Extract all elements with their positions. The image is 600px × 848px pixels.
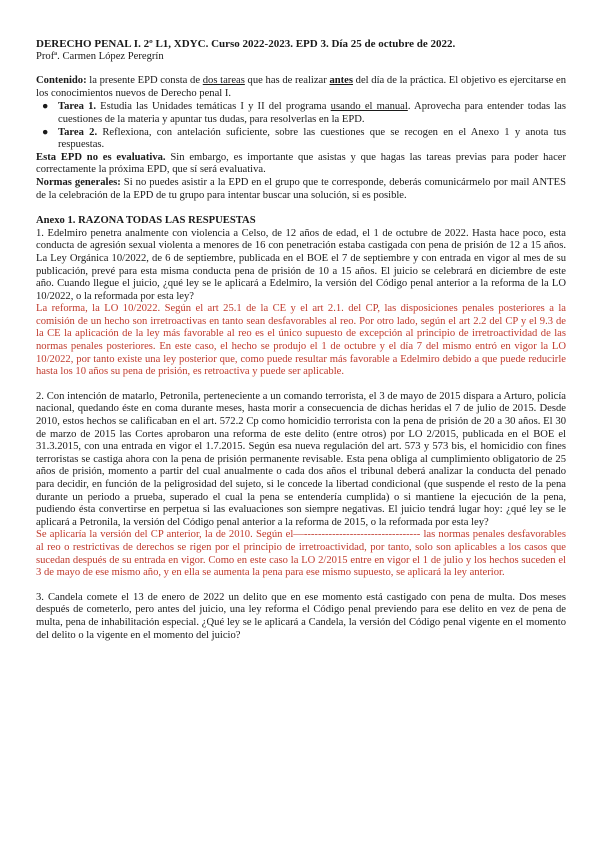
- spacer: [36, 202, 566, 215]
- evaluative-text: Sin embargo, es importante que asistas y que hagas las tareas previas para poder hacer correctamente la próxima EPD, que sí será evaluativa.: [36, 151, 566, 176]
- task-1-text-2: . Aprovecha para entender todas las cuestiones de la materia y apuntar tus dudas, para resolverlas en la EPD.: [58, 101, 566, 125]
- intro-paragraph: [36, 75, 566, 100]
- question-2: 2. Con intención de matarlo, Petronila, perteneciente a un comando terrorista, el 3 de mayo de 2015 dispara a Arturo, policía nacional, quedando éste en coma durante meses, hasta morir a consecuencia de dichas heridas el 7 de julio de 2015. Desde 2010, estos hechos se calificaban en el art. 572.2 Cp como homicidio terrorista con la pena de prisión de 20 a 30 años. El 30 de marzo de 2015 las Cortes aprobaron una reforma de este delito (entre otros) por LO 2/2015, publicada en el BOE el 31.3.2015, con una entrada en vigor el 1.7.2015. Según esa nueva regulación del art. 573 y 573 bis, el homicidio con fines terroristas se castiga ahora con la pena de prisión permanente revisable. Esta pena obliga al cumplimiento obligatorio de 25 años de prisión, momento a partir del cual anualmente o cada dos años el tribunal deberá analizar la conducta del penado para decidir, en función de la peligrosidad del sujeto, si le concede la libertad condicional (que suspende el resto de la pena durante un periodo a prueba, superado el cual la pena se entendería cumplida) o si mantiene la ejecución de la pena, pudiendo ésta convertirse en perpetua si las evaluaciones son siempre negativas. El juicio tendrá lugar hoy: ¿qué ley se le aplicará a Petronila, la versión del Código penal anterior a la reforma de 2015, o la reformada por esta ley?: [36, 390, 566, 528]
- bullet-icon: ●: [42, 101, 49, 113]
- question-3: 3. Candela comete el 13 de enero de 2022 un delito que en ese momento está castigado con pena de multa. Dos meses después de cometerlo, pero antes del juicio, una ley reforma el Código penal previendo para ese delito en vez de pena de multa, pena de inhabilitación especial. ¿Qué ley se le aplicará a Candela, la versión del Código penal vigente en el momento del delito o la vigente en el momento del juicio?: [36, 591, 566, 641]
- intro-label: Contenido:: [36, 75, 87, 87]
- evaluative-note: [36, 152, 566, 177]
- document-title: DERECHO PENAL I. 2º L1, XDYC. Curso 2022-2023. EPD 3. Día 25 de octubre de 2022.: [36, 38, 456, 50]
- answer-2: Se aplicaría la versión del CP anterior, la de 2010. Según el—--------------------------------- las normas penales desfavorables al reo o restrictivas de derechos se rigen por el principio de irretroactividad, por tanto, solo son aplicables a los casos que sucedan después de su entrada en vigor. Como en este caso la LO 2/2015 entre en vigor el 1 de julio y los hechos suceden el 3 de mayo de ese mismo año, y en ella se aumenta la pena para ese mismo supuesto, se aplicará la ley anterior.: [36, 529, 566, 579]
- general-rules-text: Si no puedes asistir a la EPD en el grupo que te corresponde, deberás comunicármelo por mail ANTES de la celebración de la EPD de tu grupo para intentar buscar una solución, si es posible.: [36, 176, 566, 201]
- intro-text-3: del día de la práctica. El objetivo es ejercitarse en los conocimientos nuevos de Derecho penal I.: [36, 75, 567, 99]
- task-1-label: Tarea 1.: [58, 101, 97, 113]
- intro-text-2: que has de realizar: [244, 75, 330, 87]
- task-2-text: Reflexiona, con antelación suficiente, sobre las cuestiones que se recogen en el Anexo 1 y anota tus respuestas.: [58, 126, 566, 151]
- task-1-text-1: Estudia las Unidades temáticas I y II del programa: [96, 101, 331, 113]
- intro-underlined-before: antes: [329, 75, 353, 87]
- task-list: [36, 101, 566, 151]
- answer-1: La reforma, la LO 10/2022. Según el art 25.1 de la CE y el art 2.1. del CP, las disposiciones penales posteriores a la comisión de un hecho son irretroactivas en tanto sean desfavorables al reo. Por otro lado, según el art 2.2 del CP y el 9.3 de la CE la aplicación de la ley más favorable al reo es el único supuesto de excepción al principio de irretroactividad de las normas penales posteriores. En este caso, el hecho se produjo el 1 de octubre y el día 7 del mismo entró en vigor la LO 10/2022, por tanto existe una ley posterior que, como puede resultar más favorable a Edelmiro debido a que puede reducirle hasta los 10 años su pena de prisión, es retroactiva y puede ser aplicable.: [36, 303, 566, 378]
- professor-name: Profª. Carmen López Peregrín: [36, 50, 164, 62]
- general-rules-label: Normas generales:: [36, 176, 121, 188]
- task-2-label: Tarea 2.: [58, 126, 98, 138]
- annex-title: Anexo 1. RAZONA TODAS LAS RESPUESTAS: [36, 215, 256, 227]
- general-rules-note: [36, 177, 566, 202]
- evaluative-label: Esta EPD no es evaluativa.: [36, 151, 166, 163]
- task-item-2: [42, 126, 566, 152]
- task-1-underlined: usando el manual: [330, 101, 408, 113]
- task-item-1: [42, 101, 566, 126]
- intro-text-1: la presente EPD consta de: [86, 75, 203, 87]
- intro-underlined-tasks: dos tareas: [202, 75, 245, 87]
- spacer: [36, 379, 566, 391]
- bullet-icon: ●: [42, 126, 49, 138]
- question-1: 1. Edelmiro penetra analmente con violencia a Celso, de 12 años de edad, el 1 de octubre de 2022. Hasta hace poco, esta conducta de agresión sexual violenta a menores de 16 con penetración estaba castigada con pena de prisión de 12 a 15 años. La Ley Orgánica 10/2022, de 6 de septiembre, publicada en el BOE el 7 de septiembre y con entrada en vigor al mes de su publicación, prevé para esta misma conducta pena de prisión de 10 a 15 años. El juicio se celebrará en diciembre de este año. Cuando llegue el juicio, ¿qué ley se le aplicará a Edelmiro, la versión del Código penal anterior a la reforma de la LO 10/2022, o la reformada por esta ley?: [36, 227, 566, 302]
- spacer: [36, 580, 566, 592]
